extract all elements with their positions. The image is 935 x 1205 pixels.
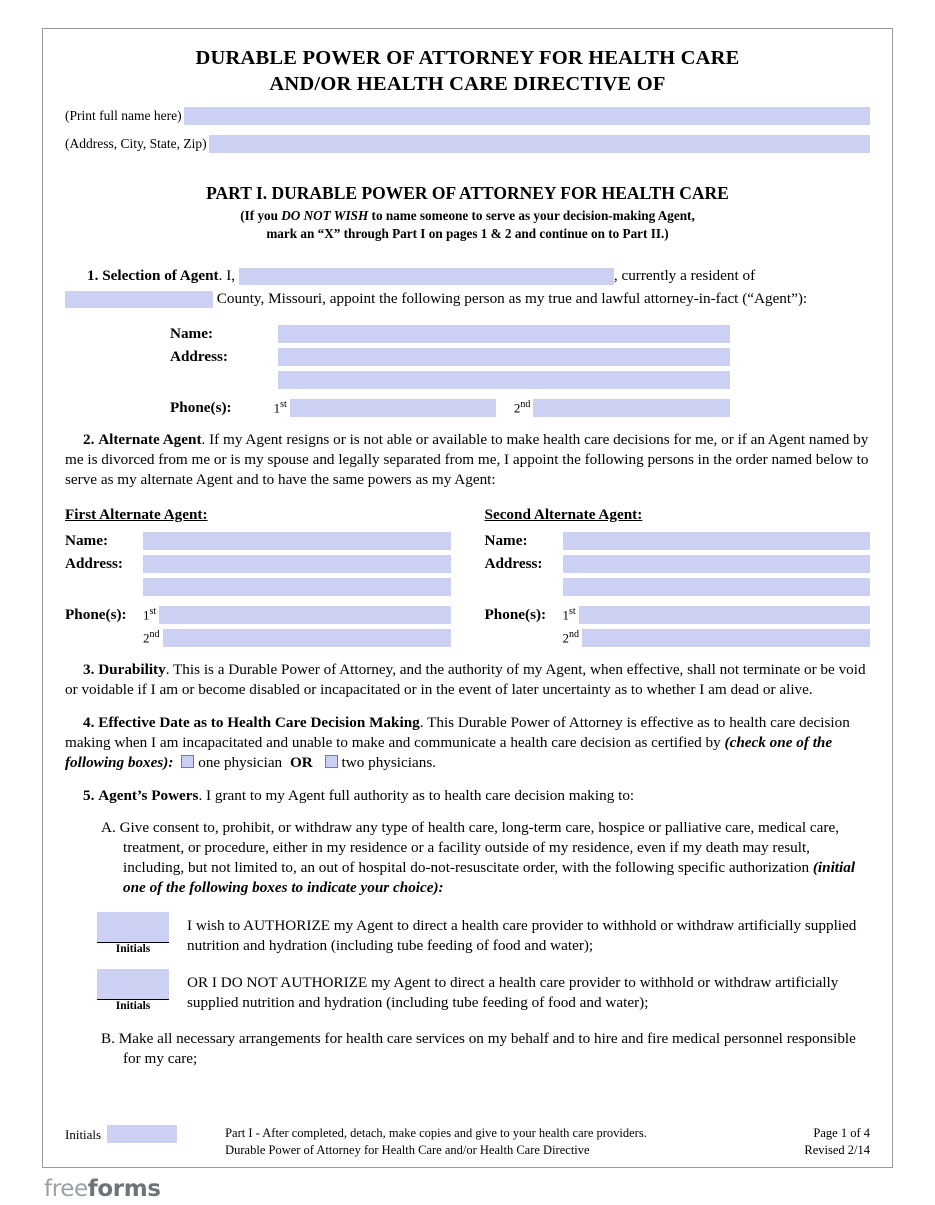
item-b-letter: B. [101,1029,115,1047]
section-1-text-b: , currently a resident of [613,267,756,285]
footer-note-line-1: Part I - After completed, detach, make copies and give to your health care providers. [225,1126,647,1141]
second-alt-name-row [485,532,871,550]
section-2-number: 2. [83,430,95,448]
section-1-number: 1. [87,267,99,285]
second-alt-address-field-1[interactable] [563,555,871,573]
section-4-paragraph [65,713,870,773]
choice-1-initials-field[interactable] [97,912,169,943]
physicians-or-label: OR [289,754,313,772]
part-1-sub-b: to name someone to serve as your decision-making Agent, [368,208,695,224]
section-5-heading: Agent’s Powers [98,787,199,805]
agent-block [170,325,730,417]
agent-phone-1-ordinal: 1st [273,399,287,416]
second-alt-address-row [485,555,871,573]
second-alt-phone-1-ordinal: 1st [562,606,576,623]
first-alt-phone-1-row [65,606,451,624]
agent-address-row-2 [170,371,730,389]
footer-initials-label: Initials [65,1127,102,1143]
agent-phones-row [170,399,730,417]
document-page [42,28,893,1168]
one-physician-label: one physician [198,754,283,772]
second-alt-address-label: Address: [484,554,543,572]
address-label: (Address, City, State, Zip) [65,136,207,152]
agent-name-label: Name: [170,324,214,342]
title-line-2: AND/OR HEALTH CARE DIRECTIVE OF [269,73,666,96]
brand-bold: forms [87,1176,161,1202]
agent-address-row [170,348,730,366]
second-alt-phone-2-ordinal: 2nd [562,629,579,646]
choice-1-initials-caption: Initials [115,942,151,955]
address-row [65,135,870,153]
second-alt-phone-1-field[interactable] [579,606,870,624]
part-1-sub-ital: DO NOT WISH [281,208,369,224]
first-alt-address-field-2[interactable] [143,578,451,596]
choice-1-initials-box[interactable] [97,912,169,956]
section-4-check-prompt: (check one of the following boxes): [65,734,833,772]
revision-label: Revised 2/14 [804,1143,870,1158]
second-alt-phone-1-row [485,606,871,624]
part-1-sub-c: mark an “X” through Part I on pages 1 & 2 and continue on to Part II.) [266,226,669,242]
section-5-paragraph [65,786,870,806]
agent-address-field-2[interactable] [278,371,730,389]
footer-note [177,1125,804,1159]
second-alt-name-field[interactable] [563,532,871,550]
section-3-heading: Durability [98,660,166,678]
section-3-paragraph [65,660,870,700]
first-alt-phone-1-field[interactable] [159,606,450,624]
part-1-title: PART I. DURABLE POWER OF ATTORNEY FOR HEALTH CARE [206,183,729,204]
first-alt-name-field[interactable] [143,532,451,550]
section-1-text-a: . I, [218,267,236,285]
item-a-letter: A. [101,819,116,837]
section-1 [65,265,870,311]
county-field[interactable] [65,291,213,308]
section-2-text: . If my Agent resigns or is not able or available to make health care decisions for me, or if an Agent named by me is divorced from me or is my spouse and legally separated from me, I appoint the following persons in the order named below to serve as my alternate Agent and to have the same powers as my Agent: [65,430,869,488]
section-4-number: 4. [83,714,95,731]
choice-2-initials-box[interactable] [97,969,169,1013]
first-alt-phone-2-ordinal: 2nd [143,629,160,646]
part-1-subtitle [65,207,870,243]
two-physicians-label: two physicians. [341,754,437,772]
first-alt-address-label: Address: [65,554,123,572]
first-alt-phone-2-row [65,629,451,647]
section-4-text: . This Durable Power of Attorney is effective as to health care decision making when I am incapacitated and unable to make and communicate a health care decision as certified by [65,714,850,752]
section-2-paragraph [65,430,870,490]
print-name-row [65,107,870,125]
first-alt-address-field-1[interactable] [143,555,451,573]
agent-name-row [170,325,730,343]
second-alt-name-label: Name: [484,531,528,549]
part-1-sub-a: (If you [240,208,282,224]
agent-address-label: Address: [170,347,228,365]
choice-2-initials-field[interactable] [97,969,169,1000]
choice-2-initials-caption: Initials [115,999,151,1012]
first-alt-name-label: Name: [65,531,109,549]
freeforms-logo [44,1176,161,1202]
agent-phone-1-field[interactable] [290,399,496,417]
two-physicians-checkbox[interactable] [325,755,338,768]
choice-2-text: OR I DO NOT AUTHORIZE my Agent to direct a health care provider to withhold or withdraw artificially supplied nutrition and hydration (including tube feeding of food and water); [187,973,839,1011]
address-field[interactable] [209,135,870,153]
second-alt-address-row-2 [485,578,871,596]
agent-phones-label: Phone(s): [170,398,232,416]
page-footer [65,1125,870,1159]
section-2-heading: Alternate Agent [98,430,202,448]
section-4-heading: Effective Date as to Health Care Decision Making [98,714,420,731]
section-5-item-a [101,818,870,898]
second-alt-phone-2-field[interactable] [582,629,870,647]
section-5-text: . I grant to my Agent full authority as to health care decision making to: [198,787,635,805]
title-line-1: DURABLE POWER OF ATTORNEY FOR HEALTH CARE [195,47,740,69]
first-alternate-agent [65,506,451,647]
item-a-text: Give consent to, prohibit, or withdraw any type of health care, long-term care, hospice or palliative care, medical care, treatment, or procedure, either in my residence or a facility outside of my residence, even if my death may result, including, but not limited to, an out of hospital do-not-resuscitate order, with the following specific authorization [119,819,839,877]
page-inner [43,29,892,1069]
print-name-field[interactable] [184,107,870,125]
section-5-number: 5. [83,787,95,805]
print-name-label: (Print full name here) [65,108,182,124]
second-alt-address-field-2[interactable] [563,578,871,596]
second-alternate-agent [485,506,871,647]
agent-address-field-1[interactable] [278,348,730,366]
item-a-initial-prompt: (initial one of the following boxes to indicate your choice): [123,859,856,897]
agent-phone-2-ordinal: 2nd [513,399,531,416]
section-1-heading: Selection of Agent [102,267,219,285]
second-alt-phone-2-row [485,629,871,647]
one-physician-checkbox[interactable] [181,755,194,768]
first-alt-name-row [65,532,451,550]
principal-name-field[interactable] [239,268,614,285]
first-alternate-heading: First Alternate Agent: [65,505,208,523]
first-alt-phone-2-field[interactable] [163,629,451,647]
footer-meta [804,1125,870,1159]
section-3-number: 3. [83,660,95,678]
brand-light: free [44,1176,88,1202]
alternate-agents [65,506,870,647]
first-alt-phone-1-ordinal: 1st [143,606,157,623]
section-3-text: . This is a Durable Power of Attorney, and the authority of my Agent, when effective, shall not terminate or be void or voidable if I am or become disabled or incapacitated or in the event of later uncertainty as to whether I am dead or alive. [65,660,866,698]
first-alt-phones-label: Phone(s): [65,605,127,623]
choice-1-row [65,912,870,956]
document-title [65,45,870,97]
choice-1-text: I wish to AUTHORIZE my Agent to direct a health care provider to withhold or withdraw artificially supplied nutrition and hydration (including tube feeding of food and water); [187,916,857,954]
agent-phone-2-field[interactable] [533,399,730,417]
item-b-text: Make all necessary arrangements for health care services on my behalf and to hire and fire medical personnel responsible for my care; [118,1029,856,1067]
second-alternate-heading: Second Alternate Agent: [484,505,643,523]
section-5-item-b [101,1029,870,1069]
first-alt-address-row [65,555,451,573]
footer-note-line-2: Durable Power of Attorney for Health Care and/or Health Care Directive [225,1143,590,1158]
choice-2-row [65,969,870,1013]
page-number-label: Page 1 of 4 [813,1126,870,1141]
first-alt-address-row-2 [65,578,451,596]
footer-initials-field[interactable] [107,1125,177,1143]
agent-name-field[interactable] [278,325,730,343]
section-1-text-c: County, Missouri, appoint the following person as my true and lawful attorney-in-fact (“Agent”): [216,289,808,307]
second-alt-phones-label: Phone(s): [484,605,547,623]
